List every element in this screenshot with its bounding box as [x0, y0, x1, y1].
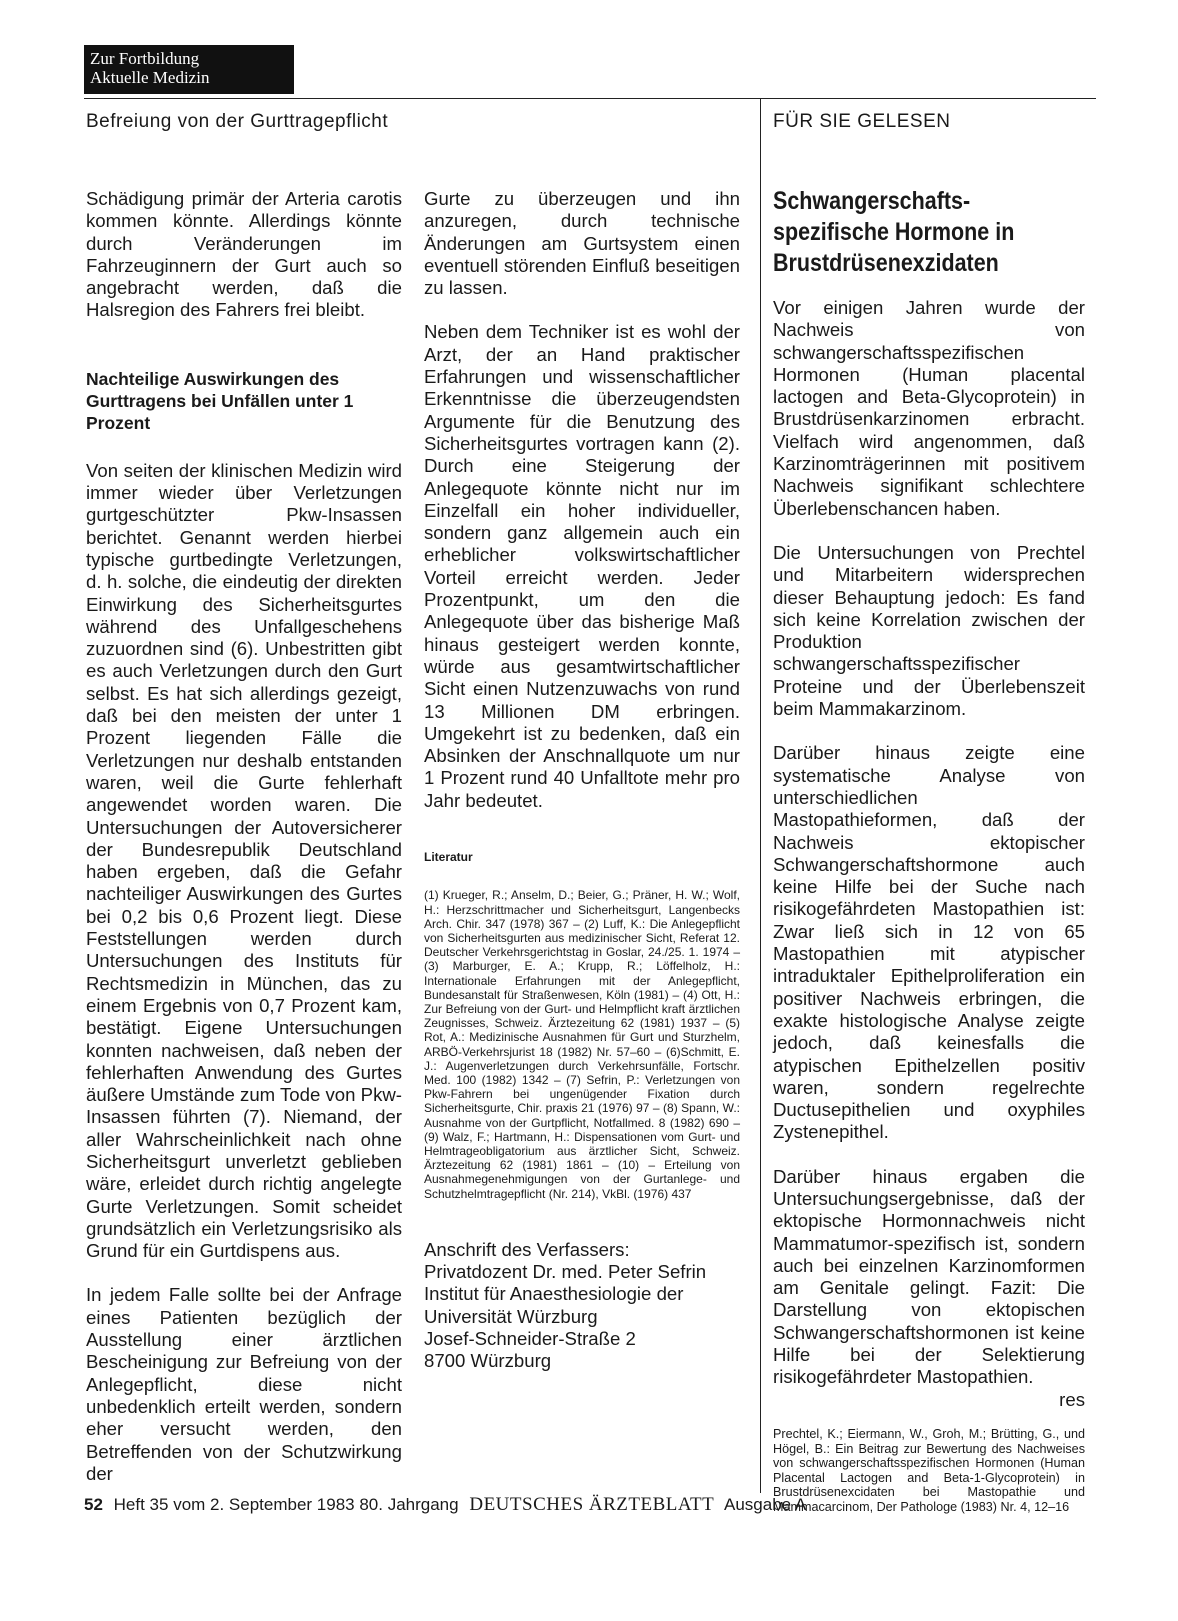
- col3-paragraph-2: Die Untersuchungen von Prechtel und Mitarbeitern widersprechen dieser Behauptung jedoch: Es fand sich keine Korrelation zwischen der Produktion schwangerschaftsspezifischer Proteine und der Überlebenszeit beim Mammakarzinom.: [773, 541, 1085, 720]
- col1-section-heading: Nachteilige Auswirkungen des Gurttragens bei Unfällen unter 1 Prozent: [86, 368, 354, 433]
- journal-name: DEUTSCHES ÄRZTEBLATT: [469, 1494, 715, 1515]
- literature-list: (1) Krueger, R.; Anselm, D.; Beier, G.; Präner, H. W.; Wolf, H.: Herzschrittmacher und Sicherheitsgurt, Langenbecks Arch. Chir. 347 (1978) 367 – (2) Luff, K.: Die Anlegepflicht von Sicherheitsgurten aus medizinischer Sicht, Referat 12. Deutscher Verkehrsgerichtstag in Goslar, 24./25. 1. 1974 – (3) Marburger, E. A.; Krupp, R.; Löffelholz, H.: Internationale Erfahrungen mit der Anlegepflicht, Bundesanstalt für Straßenwesen, Köln (1981) – (4) Ott, H.: Zur Befreiung von der Gurt- und Helmpflicht kraft ärztlichen Zeugnisses, Schweiz. Ärztezeitung 62 (1981) 1937 – (5) Rot, A.: Medizinische Ausnahmen für Gurt und Sturzhelm, ARBÖ-Verkehrsjurist 18 (1982) Nr. 57–60 – (6)Schmitt, E. J.: Augenverletzungen durch Verkehrsunfälle, Fortschr. Med. 100 (1982) 1342 – (7) Sefrin, P.: Verletzungen von Pkw-Fahrern bei ungenügender Fixation durch Sicherheitsgurte, Chir. praxis 21 (1976) 97 – (8) Spann, W.: Ausnahme von der Gurtpflicht, Notfallmed. 8 (1982) 690 – (9) Walz, F.; Hartmann, H.: Dispensationen vom Gurt- und Helmtrageobligatorium aus ärztlicher Sicht, Schweiz. Ärztezeitung 62 (1981) 1861 – (10) – Erteilung von Ausnahmegenehmigungen von der Gurtanlege- und Schutzhelmtragepflicht (Nr. 214), VkBl. (1976) 437: [424, 888, 740, 1201]
- address-line: Privatdozent Dr. med. Peter Sefrin: [424, 1261, 707, 1283]
- edition: Ausgabe A: [724, 1495, 807, 1514]
- col2-paragraph-1: Gurte zu überzeugen und ihn anzuregen, durch technische Änderungen am Gurtsystem einen eventuell störenden Einfluß beseitigen zu lassen.: [424, 188, 740, 299]
- issue-info: Heft 35 vom 2. September 1983 80. Jahrgang: [113, 1495, 459, 1514]
- address-line: Universität Würzburg: [424, 1305, 598, 1327]
- col1-paragraph-3: In jedem Falle sollte bei der Anfrage eines Patienten bezüglich der Ausstellung einer ärztlichen Bescheinigung zur Befreiung von der Anlegepflicht, diese nicht unbedenklich erteilt werden, sondern eher versucht werden, den Betreffenden von der Schutzwirkung der: [86, 1284, 402, 1484]
- page-number: 52: [84, 1495, 103, 1514]
- col3-paragraph-4: Darüber hinaus ergaben die Untersuchungsergebnisse, daß der ektopische Hormonnachweis nicht Mammatumor-spezifisch ist, sondern auch bei einzelnen Karzinomformen am Genitale gelingt. Fazit: Die Darstellung von ektopischen Schwangerschaftshormonen ist keine Hilfe bei der Selektierung risikogefährdeter Mastopathien.: [773, 1165, 1085, 1388]
- col3-paragraph-1: Vor einigen Jahren wurde der Nachweis von schwangerschaftsspezifischen Hormonen (Human placental lactogen and Beta-Glycoprotein) in Brustdrüsenkarzinomen erbracht. Vielfach wird angenommen, daß Karzinomträgerinnen mit positivem Nachweis signifikant schlechtere Überlebenschancen haben.: [773, 297, 1085, 519]
- page-footer: [84, 1494, 806, 1516]
- article-title: Schwangerschaftsspezifische Hormone in Brustdrüsenexzidaten: [773, 187, 1015, 277]
- badge-line-2: Aktuelle Medizin: [90, 68, 210, 87]
- col1-paragraph-2: Von seiten der klinischen Medizin wird immer wieder über Verletzungen gurtgeschützter Pkw-Insassen berichtet. Genannt werden hierbei typische gurtbedingte Verletzungen, d. h. solche, die eindeutig der direkten Einwirkung des Sicherheitsgurtes während des Unfallgeschehens zuzuordnen sind (6). Unbestritten gibt es auch Verletzungen durch den Gurt selbst. Es hat sich allerdings gezeigt, daß bei den meisten der unter 1 Prozent liegenden Fälle die Verletzungen nur deshalb entstanden waren, weil die Gurte fehlerhaft angewendet worden waren. Die Untersuchungen der Autoversicherer der Bundesrepublik Deutschland haben ergeben, daß die Gefahr nachteiliger Auswirkungen des Gurtes bei 0,2 bis 0,6 Prozent liegt. Diese Feststellungen werden durch Untersuchungen des Instituts für Rechtsmedizin in München, das zu einem Ergebnis von 0,7 Prozent kam, bestätigt. Eigene Untersuchungen konnten nachweisen, daß neben der fehlerhaften Anwendung des Gurtes äußere Umstände zum Tode von Pkw-Insassen führten (7). Niemand, der aller Wahrscheinlichkeit nach ohne Sicherheitsgurt unverletzt geblieben wäre, erleidet durch richtig angelegte Gurte Verletzungen. Somit scheidet grundsätzlich ein Verletzungsrisiko als Grund für ein Gurtdispens aus.: [86, 459, 402, 1262]
- col1-paragraph-1: Schädigung primär der Arteria carotis kommen könnte. Allerdings könnte durch Veränderungen im Fahrzeuginnern der Gurt auch so angebracht werden, daß die Halsregion des Fahrers frei bleibt.: [86, 188, 402, 321]
- section-badge: [84, 45, 294, 94]
- article-reference: Prechtel, K.; Eiermann, W., Groh, M.; Brütting, G., und Högel, B.: Ein Beitrag zur Bewertung des Nachweises von schwangerschaftsspezifischen Hormonen (Human Placental Lactogen and Beta-1-Glycoprotein) in Brustdrüsenexcidaten bei Mastopathie und Mammacarcinom, Der Pathologe (1983) Nr. 4, 12–16: [773, 1426, 1085, 1514]
- badge-line-1: Zur Fortbildung: [90, 49, 200, 68]
- author-signature: res: [1059, 1388, 1085, 1410]
- column-3: [773, 186, 1085, 1515]
- column-divider: [760, 98, 761, 1493]
- author-address: [424, 1239, 740, 1373]
- column-1: [86, 188, 402, 1507]
- literature-heading: Literatur: [424, 850, 473, 865]
- header-rule: [84, 98, 1096, 99]
- col2-paragraph-2: Neben dem Techniker ist es wohl der Arzt, der an Hand praktischer Erfahrungen und wissenschaftlicher Erkenntnisse die überzeugendsten Argumente für die Benutzung des Sicherheitsgurtes vortragen kann (2). Durch eine Steigerung der Anlegequote könnte nicht nur im Einzelfall ein hoher individueller, sondern ganz allgemein auch ein erheblicher volkswirtschaftlicher Vorteil erreicht werden. Jeder Prozentpunkt, um den die Anlegequote über das bisherige Maß hinaus gesteigert werden konnte, würde aus gesamtwirtschaftlicher Sicht einen Nutzenzuwachs von rund 13 Millionen DM erbringen. Umgekehrt ist zu bedenken, daß ein Absinken der Anschnallquote um nur 1 Prozent rund 40 Unfalltote mehr pro Jahr bedeutet.: [424, 321, 740, 811]
- column-2: [424, 188, 740, 1373]
- running-title-left: Befreiung von der Gurttragepflicht: [86, 111, 389, 132]
- address-line: Institut für Anaesthesiologie der: [424, 1283, 684, 1305]
- address-line: Anschrift des Verfassers:: [424, 1238, 630, 1260]
- running-title-right: FÜR SIE GELESEN: [773, 111, 951, 132]
- address-line: Josef-Schneider-Straße 2: [424, 1327, 636, 1349]
- address-line: 8700 Würzburg: [424, 1350, 552, 1372]
- col3-paragraph-3: Darüber hinaus zeigte eine systematische Analyse von unterschiedlichen Mastopathieformen, daß der Nachweis ektopischer Schwangerschaftshormone auch keine Hilfe bei der Suche nach risikogefährdeten Mastopathien ist: Zwar ließ sich in 12 von 65 Mastopathien mit atypischer intraduktaler Epithelproliferation ein positiver Nachweis erbringen, die exakte histologische Analyse zeigte jedoch, daß keinesfalls die atypischen Epithelzellen positiv waren, sondern regelrechte Ductusepithelien und oxyphiles Zystenepithel.: [773, 742, 1085, 1143]
